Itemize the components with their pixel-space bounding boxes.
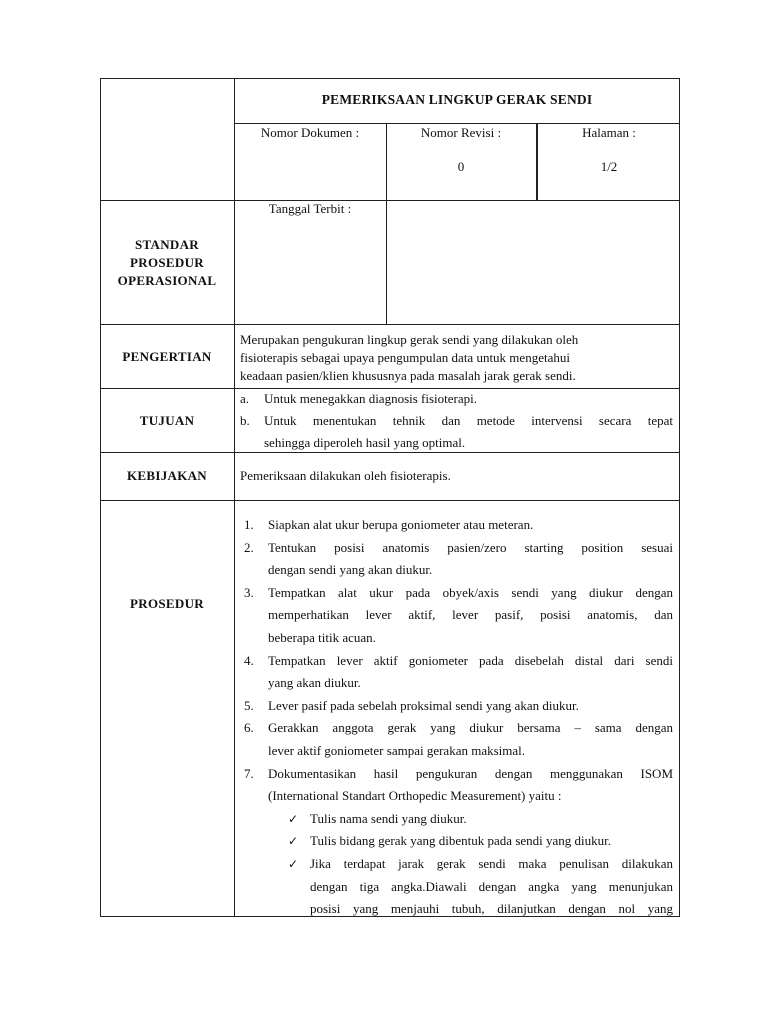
text-line: dengan sendi yang akan diukur.: [268, 562, 433, 578]
text-line: Lever pasif pada sebelah proksimal sendi yang akan diukur.: [268, 697, 579, 713]
text-line: (International Standart Orthopedic Measurement) yaitu :: [268, 788, 562, 804]
list-item: [244, 717, 673, 762]
text-line: Untuk menentukan tehnik dan metode intervensi secara tepat: [264, 413, 673, 428]
list-marker: 5.: [244, 697, 254, 713]
checkmark-icon: ✓: [288, 856, 299, 871]
row-divider-1: [100, 200, 680, 201]
text-line: memperhatikan lever aktif, lever pasif, posisi anatomis, dan: [268, 607, 673, 623]
checkmark-icon: ✓: [288, 834, 299, 849]
list-item: [244, 853, 673, 921]
list-marker: 2.: [244, 539, 254, 555]
sop-document: [100, 78, 680, 917]
list-marker: 4.: [244, 652, 254, 668]
text-line: Tulis bidang gerak yang dibentuk pada sendi yang diukur.: [310, 833, 612, 849]
text-line: beberapa titik acuan.: [268, 629, 376, 645]
text-line: Gerakkan anggota gerak yang diukur bersama – sama dengan: [268, 720, 673, 736]
list-item: [244, 830, 673, 853]
list-marker: b.: [240, 413, 250, 428]
row-divider-2: [100, 324, 680, 325]
document-title: PEMERIKSAAN LINGKUP GERAK SENDI: [321, 92, 593, 107]
pengertian-text: [240, 331, 674, 385]
list-item: [244, 650, 673, 695]
nomor-dokumen-label: Nomor Dokumen :: [260, 125, 360, 140]
prosedur-list: [244, 514, 673, 921]
nomor-revisi-value: 0: [457, 159, 465, 174]
kebijakan-label: KEBIJAKAN: [127, 468, 207, 483]
sop-label-line: PROSEDUR: [130, 255, 204, 270]
halaman-value: 1/2: [600, 159, 618, 174]
list-item: [244, 514, 673, 537]
sop-label-line: OPERASIONAL: [117, 273, 217, 288]
list-marker: 3.: [244, 584, 254, 600]
text-line: Jika terdapat jarak gerak sendi maka penulisan dilakukan: [310, 855, 673, 871]
list-marker: 6.: [244, 720, 254, 736]
border-right: [679, 78, 680, 917]
list-marker: a.: [240, 391, 250, 406]
text-line: Siapkan alat ukur berupa goniometer atau meteran.: [268, 517, 534, 532]
tujuan-list: [240, 388, 673, 454]
border-top: [100, 78, 680, 79]
list-marker: 7.: [244, 765, 254, 781]
text-line: lever aktif goniometer sampai gerakan maksimal.: [268, 742, 526, 758]
text-line: posisi yang menjauhi tubuh, dilanjutkan dengan nol yang: [310, 901, 673, 917]
list-item: [240, 388, 673, 410]
text-line: Tempatkan alat ukur pada obyek/axis sendi yang diukur dengan: [268, 584, 673, 600]
checkmark-icon: ✓: [288, 811, 299, 826]
prosedur-label: PROSEDUR: [130, 596, 204, 611]
text-line: Dokumentasikan hasil pengukuran dengan menggunakan ISOM: [268, 765, 673, 781]
halaman-label: Halaman :: [582, 125, 636, 140]
text-line: Tulis nama sendi yang diukur.: [310, 810, 467, 826]
list-item: [240, 410, 673, 454]
tanggal-terbit-label: Tanggal Terbit :: [268, 201, 352, 216]
text-line: keadaan pasien/klien khususnya pada masalah jarak gerak sendi.: [240, 368, 576, 383]
text-line: Tentukan posisi anatomis pasien/zero starting position sesuai: [268, 539, 673, 555]
nomor-revisi-label: Nomor Revisi :: [420, 125, 502, 140]
list-item: [244, 582, 673, 650]
text-line: sehingga diperoleh hasil yang optimal.: [264, 435, 466, 450]
border-left: [100, 78, 101, 917]
text-line: dengan tiga angka.Diawali dengan angka yang menunjukan: [310, 878, 673, 894]
sop-label: [100, 236, 234, 290]
text-line: yang akan diukur.: [268, 675, 361, 691]
tujuan-label: TUJUAN: [139, 413, 195, 428]
list-item: [244, 808, 673, 831]
text-line: fisioterapis sebagai upaya pengumpulan data untuk mengetahui: [240, 350, 570, 365]
row-divider-5: [100, 500, 680, 501]
list-item: [244, 763, 673, 808]
kebijakan-text: Pemeriksaan dilakukan oleh fisioterapis.: [240, 468, 451, 483]
text-line: Merupakan pengukuran lingkup gerak sendi yang dilakukan oleh: [240, 332, 579, 347]
text-line: Untuk menegakkan diagnosis fisioterapi.: [264, 391, 478, 406]
col-divider-1: [386, 123, 387, 324]
text-line: Tempatkan lever aktif goniometer pada disebelah distal dari sendi: [268, 652, 673, 668]
list-item: [244, 537, 673, 582]
list-item: [244, 695, 673, 718]
list-marker: 1.: [244, 517, 254, 532]
sop-label-line: STANDAR: [135, 237, 199, 252]
pengertian-label: PENGERTIAN: [122, 349, 212, 364]
